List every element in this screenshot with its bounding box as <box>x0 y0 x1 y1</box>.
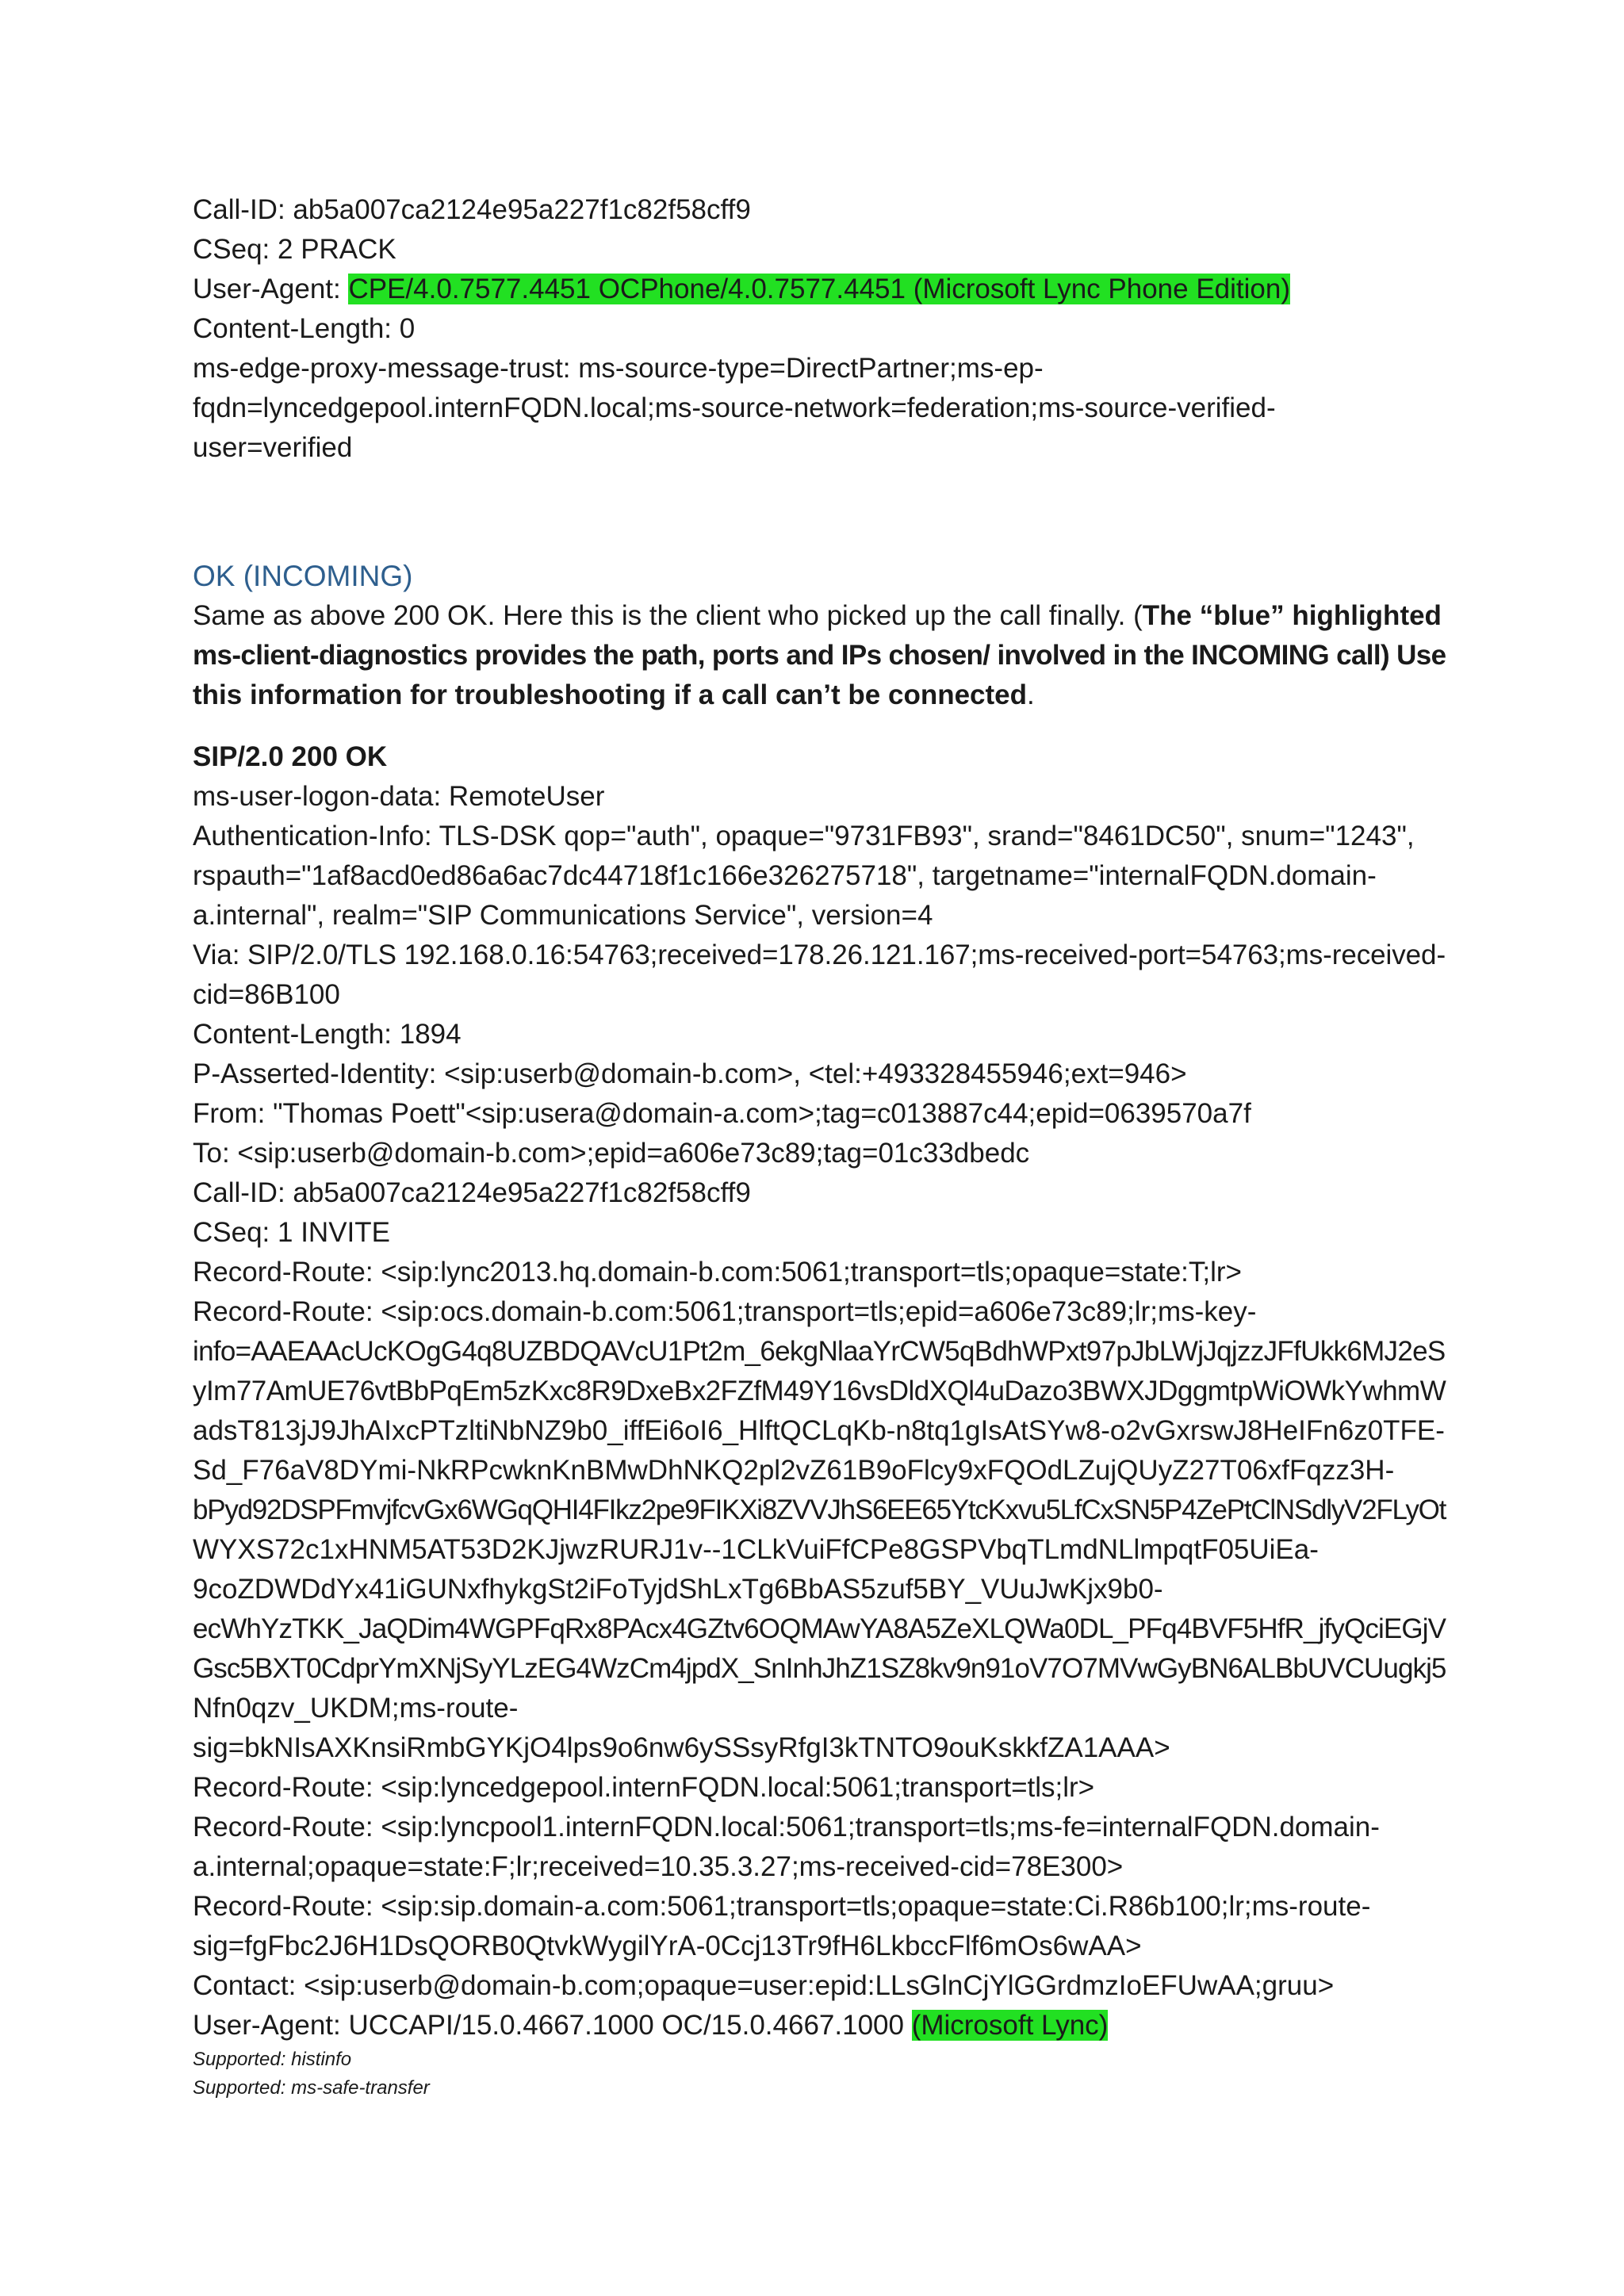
sip-header-line: Record-Route: <sip:lync2013.hq.domain-b.com:5061;transport=tls;opaque=state:T;lr> <box>193 1257 1242 1288</box>
sip-header-line: Record-Route: <sip:lyncedgepool.internFQDN.local:5061;transport=tls;lr> <box>193 1772 1095 1803</box>
prack-block <box>193 190 1446 468</box>
sip-header-lines <box>193 777 1446 2006</box>
intro-text: Same as above 200 OK. Here this is the client who picked up the call finally. ( <box>193 600 1143 631</box>
section-heading: OK (INCOMING) <box>193 560 413 592</box>
sip-header-line: info=AAEAAcUcKOgG4q8UZBDQAVcU1Pt2m_6ekgNlaaYrCW5qBdhWPxt97pJbLWjJqjzzJFfUkk6MJ2eS <box>193 1336 1446 1367</box>
sip-header-line: CSeq: 1 INVITE <box>193 1217 390 1248</box>
sip-header-line: Record-Route: <sip:sip.domain-a.com:5061;transport=tls;opaque=state:Ci.R86b100;lr;ms-route- <box>193 1891 1371 1922</box>
sip-header-line: Contact: <sip:userb@domain-b.com;opaque=user:epid:LLsGlnCjYlGGrdmzIoEFUwAA;gruu> <box>193 1970 1335 2001</box>
trust-line: user=verified <box>193 432 353 463</box>
highlighted-user-agent: (Microsoft Lync) <box>911 2010 1109 2041</box>
sip-message <box>193 737 1446 2103</box>
sip-header-line: ms-user-logon-data: RemoteUser <box>193 781 605 812</box>
sip-header-line: Via: SIP/2.0/TLS 192.168.0.16:54763;received=178.26.121.167;ms-received-port=54763;ms-received- <box>193 939 1446 970</box>
highlighted-user-agent: CPE/4.0.7577.4451 OCPhone/4.0.7577.4451 (Microsoft Lync Phone Edition) <box>348 274 1290 304</box>
sip-header-line: a.internal", realm="SIP Communications Service", version=4 <box>193 900 933 931</box>
prack-content-length: Content-Length: 0 <box>193 313 416 344</box>
intro-line <box>193 675 1446 715</box>
user-agent-label: User-Agent: <box>193 274 349 304</box>
sip-header-line: sig=bkNIsAXKnsiRmbGYKjO4lps9o6nw6ySSsyRfgI3kTNTO9ouKskkfZA1AAA> <box>193 1732 1170 1763</box>
sip-header-line: sig=fgFbc2J6H1DsQORB0QtvkWygilYrA-0Ccj13Tr9fH6LkbccFlf6mOs6wAA> <box>193 1931 1142 1961</box>
sip-header-line: Call-ID: ab5a007ca2124e95a227f1c82f58cff9 <box>193 1177 751 1208</box>
sip-header-line: bPyd92DSPFmvjfcvGx6WGqQHI4FIkz2pe9FIKXi8ZVVJhS6EE65YtcKxvu5LfCxSN5P4ZePtClNSdlyV2FLyOt <box>193 1494 1446 1525</box>
trust-line: fqdn=lyncedgepool.internFQDN.local;ms-source-network=federation;ms-source-verified- <box>193 392 1276 423</box>
sip-header-line: rspauth="1af8acd0ed86a6ac7dc44718f1c166e326275718", targetname="internalFQDN.domain- <box>193 860 1377 891</box>
user-agent-label: User-Agent: UCCAPI/15.0.4667.1000 OC/15.0.4667.1000 <box>193 2010 912 2041</box>
trust-line: ms-edge-proxy-message-trust: ms-source-type=DirectPartner;ms-ep- <box>193 353 1044 384</box>
sip-header-line: From: "Thomas Poett"<sip:usera@domain-a.com>;tag=c013887c44;epid=0639570a7f <box>193 1098 1251 1129</box>
sip-header-line: ecWhYzTKK_JaQDim4WGPFqRx8PAcx4GZtv6OQMAwYA8A5ZeXLQWa0DL_PFq4BVF5HfR_jfyQciEGjV <box>193 1613 1446 1644</box>
prack-user-agent <box>193 270 1446 309</box>
sip-header-line: cid=86B100 <box>193 979 340 1010</box>
document-page <box>193 190 1446 2103</box>
supported-line: Supported: ms-safe-transfer <box>193 2077 430 2099</box>
intro-period: . <box>1027 679 1035 710</box>
intro-line <box>193 596 1446 636</box>
sip-header-line: P-Asserted-Identity: <sip:userb@domain-b.com>, <tel:+493328455946;ext=946> <box>193 1058 1187 1089</box>
sip-header-line: WYXS72c1xHNM5AT53D2KJjwzRURJ1v--1CLkVuiFfCPe8GSPVbqTLmdNLlmpqtF05UiEa- <box>193 1534 1319 1565</box>
sip-header-line: Record-Route: <sip:ocs.domain-b.com:5061;transport=tls;epid=a606e73c89;lr;ms-key- <box>193 1296 1257 1327</box>
prack-cseq: CSeq: 2 PRACK <box>193 234 396 265</box>
sip-header-line: Content-Length: 1894 <box>193 1019 462 1050</box>
sip-header-line: Gsc5BXT0CdprYmXNjSyYLzEG4WzCm4jpdX_SnInhJhZ1SZ8kv9n91oV7O7MVwGyBN6ALBbUVCUugkj5 <box>193 1653 1446 1684</box>
sip-header-line: To: <sip:userb@domain-b.com>;epid=a606e73c89;tag=01c33dbedc <box>193 1138 1030 1169</box>
sip-header-line: a.internal;opaque=state:F;lr;received=10.35.3.27;ms-received-cid=78E300> <box>193 1851 1124 1882</box>
sip-header-line: 9coZDWDdYx41iGUNxfhykgSt2iFoTyjdShLxTg6BbAS5zuf5BY_VUuJwKjx9b0- <box>193 1574 1163 1605</box>
sip-header-line: Record-Route: <sip:lyncpool1.internFQDN.local:5061;transport=tls;ms-fe=internalFQDN.domain- <box>193 1812 1380 1843</box>
intro-paragraph <box>193 596 1446 715</box>
sip-user-agent <box>193 2006 1446 2045</box>
sip-header-line: Sd_F76aV8DYmi-NkRPcwknKnBMwDhNKQ2pl2vZ61B9oFlcy9xFQOdLZujQUyZ27T06xfFqzz3H- <box>193 1455 1395 1486</box>
intro-bold-text: this information for troubleshooting if a call can’t be connected <box>193 679 1028 710</box>
intro-bold-line: ms-client-diagnostics provides the path, ports and IPs chosen/ involved in the INCOMING call) Use <box>193 640 1446 671</box>
sip-header-line: Nfn0qzv_UKDM;ms-route- <box>193 1693 519 1724</box>
prack-call-id: Call-ID: ab5a007ca2124e95a227f1c82f58cff9 <box>193 194 751 225</box>
sip-header-line: adsT813jJ9JhAIxcPTzltiNbNZ9b0_iffEi6oI6_HlftQCLqKb-n8tq1gIsAtSYw8-o2vGxrswJ8HeIFn6z0TFE- <box>193 1415 1445 1446</box>
supported-line: Supported: histinfo <box>193 2049 352 2070</box>
intro-bold-text: The “blue” highlighted <box>1142 600 1442 631</box>
sip-header-line: yIm77AmUE76vtBbPqEm5zKxc8R9DxeBx2FZfM49Y16vsDldXQl4uDazo3BWXJDggmtpWiOWkYwhmW <box>193 1376 1446 1406</box>
sip-status-line: SIP/2.0 200 OK <box>193 741 388 772</box>
sip-header-line: Authentication-Info: TLS-DSK qop="auth", opaque="9731FB93", srand="8461DC50", snum="1243", <box>193 821 1415 851</box>
